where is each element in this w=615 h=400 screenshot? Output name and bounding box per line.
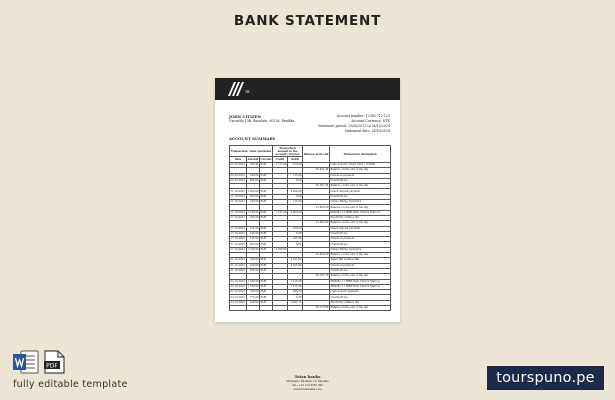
table-cell: 17.10.2022 xyxy=(230,232,245,235)
table-cell: EUR xyxy=(260,300,273,305)
table-cell: 1 160.00 xyxy=(273,247,288,252)
table-cell: 22,165.78 xyxy=(303,274,330,279)
table-cell: EUR xyxy=(260,194,273,199)
table-cell: Overdraft fee xyxy=(330,295,391,300)
statement-period: Statement period: 23/06/2023 to 24/10/2024 xyxy=(317,124,390,128)
table-cell: Balance on the end of the day xyxy=(330,168,391,173)
table-cell: EUR xyxy=(260,237,273,242)
table-cell: 1 215.00 xyxy=(288,284,303,289)
table-cell: 145.00 xyxy=(247,290,260,295)
table-cell: 140.00 xyxy=(247,200,260,205)
table-cell: Electricity utilities bill xyxy=(330,215,391,220)
table-cell: 240.00 xyxy=(247,173,260,178)
statement-document xyxy=(215,78,400,391)
table-cell: 275.00 xyxy=(288,163,303,168)
table-cell xyxy=(273,306,288,311)
table-cell: MMGB / 11 HHH Dlan Church Mall LA xyxy=(330,210,391,215)
table-cell: 215.00 xyxy=(247,237,260,242)
table-cell: Checkout payment xyxy=(330,263,391,268)
table-cell: EUR xyxy=(260,173,273,178)
table-cell: Cash deposit / Depit Card / 70/N90 xyxy=(330,163,391,168)
table-cell: 320.00 xyxy=(247,194,260,199)
table-cell: Balance on the end of the day xyxy=(330,253,391,258)
table-sub-header: Date xyxy=(230,157,247,163)
table-cell: 100.00 xyxy=(288,226,303,231)
table-cell: 22.10.2022 xyxy=(230,290,245,294)
table-cell: EUR xyxy=(260,290,273,295)
table-cell: 1 780.00 xyxy=(247,284,259,288)
pdf-icon-label: PDF xyxy=(46,362,58,370)
editable-template-caption: fully editable template xyxy=(13,379,128,390)
table-cell: 11.10.2022 xyxy=(230,194,245,198)
table-cell: 22.10.2022 xyxy=(230,279,245,283)
table-cell: Overdraft fee xyxy=(330,231,391,236)
table-cell: 17.10.2022 xyxy=(230,216,245,220)
table-cell: Check deposit payment xyxy=(330,189,391,194)
account-summary-title: ACCOUNT SUMMARY xyxy=(229,136,276,141)
table-cell: Overdraft fee xyxy=(330,268,391,273)
bank-logo-icon xyxy=(228,82,244,96)
table-cell: MMGB / 11 HHH Dlan Church Mall LA xyxy=(330,279,391,284)
table-cell: 190.00 xyxy=(247,300,260,305)
table-cell: 745.45 xyxy=(247,163,260,168)
table-cell: Balance on the end of the day xyxy=(330,184,391,189)
bank-logo-text: TB xyxy=(245,90,250,94)
table-cell: Cash deposit payment xyxy=(330,290,391,295)
table-cell: 1 340.00 xyxy=(247,279,259,283)
table-cell: EUR xyxy=(260,215,273,220)
table-cell: EUR xyxy=(260,210,273,215)
table-cell xyxy=(247,306,260,311)
table-cell: 6.00 xyxy=(288,242,303,247)
table-cell: 22.10.2022 xyxy=(230,284,245,288)
table-cell: 20,451.34 xyxy=(303,168,330,173)
table-cell: 4 000.00 xyxy=(288,189,303,194)
table-cell: 145.00 xyxy=(247,258,260,263)
table-cell: 4 165.00 xyxy=(288,258,303,263)
table-cell: 115.00 xyxy=(288,173,303,178)
table-group-header: Transaction amount in the account currency xyxy=(273,146,303,157)
footer-phone: Tel.: +15 123 4567 890 xyxy=(292,384,323,387)
table-cell: Balance on the end of the day xyxy=(330,306,391,311)
table-cell: EUR xyxy=(260,263,273,268)
table-cell: 6.00 xyxy=(288,295,303,300)
table-cell: EUR xyxy=(260,200,273,205)
page-title: BANK STATEMENT xyxy=(233,13,382,29)
table-cell xyxy=(260,306,273,311)
table-cell: EUR xyxy=(260,242,273,247)
table-cell: Checkout payment xyxy=(330,237,391,242)
transactions-table xyxy=(229,145,390,311)
table-sub-header: Debit xyxy=(288,157,303,163)
table-cell: 2 177.00 xyxy=(273,163,288,168)
table-cell: EUR xyxy=(260,284,273,289)
table-cell: Balance on the end of the day xyxy=(330,274,391,279)
table-group-header: Balance at th end xyxy=(303,146,330,163)
table-cell: EUR xyxy=(260,258,273,263)
table-cell: 5 000.00 xyxy=(288,210,303,215)
footer-web: www.totanbanks.com xyxy=(293,388,322,391)
table-cell: 11.10.2022 xyxy=(230,200,245,204)
table-cell: Online Billing Insurance xyxy=(330,200,391,205)
table-cell: EUR xyxy=(260,231,273,236)
table-cell: 17.10.2022 xyxy=(230,237,245,241)
table-cell: EUR xyxy=(260,178,273,183)
table-cell: Overdraft fee xyxy=(330,178,391,183)
table-cell: Checkout payment xyxy=(330,173,391,178)
table-cell: 17.10.2022 xyxy=(230,226,245,230)
footer-address: Ministerio Bucalato 13, Pandika xyxy=(286,380,329,383)
table-cell: 4 105.00 xyxy=(288,263,303,268)
table-cell: 175.00 xyxy=(247,295,260,300)
table-cell: 04.10.2022 xyxy=(230,173,245,177)
account-holder-address: Cyrustilo 13B, Bucalato, 60136, Pandika xyxy=(229,119,295,123)
table-cell: 1 850.00 xyxy=(247,189,259,193)
table-cell: Online Billing Insurance xyxy=(330,247,391,252)
statement-date: Statement date: 24/10/2024 xyxy=(344,129,390,133)
table-cell: Balance on the end of the day xyxy=(330,205,391,210)
table-sub-header: Amount xyxy=(247,157,259,161)
table-cell: 03.10.2022 xyxy=(230,163,245,167)
table-cell: 280.00 xyxy=(247,242,260,247)
transactions-table-body xyxy=(230,163,391,311)
table-cell: 2,095.15 xyxy=(288,300,303,305)
table-cell: 145.00 xyxy=(247,231,260,236)
account-info xyxy=(318,114,390,134)
table-cell: 385.00 xyxy=(288,290,303,295)
table-cell: EUR xyxy=(260,295,273,300)
table-cell: Overdraft fee xyxy=(330,242,391,247)
table-sub-header: Currency xyxy=(260,157,274,161)
table-cell: 5.00 xyxy=(288,194,303,199)
table-cell: 120.00 xyxy=(247,263,260,268)
table-cell: 22,068.68 xyxy=(303,253,330,258)
document-footer xyxy=(215,374,400,391)
table-cell: MMGB / 11 HHH Dlan Church Mall LA xyxy=(330,284,391,289)
table-row xyxy=(230,306,391,311)
footer-bank-name: Totan banks xyxy=(294,374,321,379)
table-cell: 185.00 xyxy=(288,237,303,242)
table-cell: Overdraft fee xyxy=(330,194,391,199)
table-cell: Check deposit payment xyxy=(330,226,391,231)
table-cell: Water Bill Utilities Bill xyxy=(330,258,391,263)
table-cell: 22,175.98 xyxy=(303,306,330,311)
table-cell: 21,860.60 xyxy=(303,205,330,210)
table-cell: 21.10.2022 xyxy=(230,258,245,262)
table-sub-header: Credit xyxy=(273,157,288,163)
table-cell: 21,983.68 xyxy=(303,221,330,226)
table-cell: 115.00 xyxy=(288,200,303,205)
account-number: Account number: 12985-712-123 xyxy=(336,114,390,118)
account-holder-name: JOHN CITIZEN xyxy=(229,114,262,119)
table-cell: 6.00 xyxy=(288,178,303,183)
table-cell: 100.00 xyxy=(247,215,260,220)
table-cell: 11.10.2022 xyxy=(230,210,245,214)
table-cell: 24.10.2022 xyxy=(230,295,245,299)
table-group-header: Transaction desctiption xyxy=(330,146,391,163)
table-cell: 21.10.2022 xyxy=(230,269,245,273)
table-group-header: Transaction, other operation xyxy=(230,146,273,157)
brand-badge[interactable]: tourspuno.pe xyxy=(487,366,604,390)
table-cell: 20,651.84 xyxy=(303,184,330,189)
pdf-file-icon xyxy=(44,350,65,374)
table-cell: Electricity utilities bill xyxy=(330,300,391,305)
account-currency: Account Currency: NTK xyxy=(351,119,390,123)
table-cell: 04.10.2022 xyxy=(230,179,245,183)
table-cell: 368.00 xyxy=(247,178,260,183)
table-cell: 1 215.00 xyxy=(288,279,303,284)
document-header xyxy=(215,78,400,100)
table-cell: 24.10.2022 xyxy=(230,300,245,304)
table-cell: EUR xyxy=(260,268,273,273)
table-cell xyxy=(288,306,303,311)
table-cell: 17.10.2022 xyxy=(230,242,245,246)
table-cell: 17.10.2022 xyxy=(230,247,245,251)
table-cell: EUR xyxy=(260,163,273,168)
table-cell: EUR xyxy=(260,279,273,284)
table-cell: 1 156.00 xyxy=(247,210,259,214)
table-cell: 115.00 xyxy=(247,226,260,231)
word-file-icon xyxy=(13,350,39,374)
table-cell: 6.00 xyxy=(288,231,303,236)
table-cell: 1 211.00 xyxy=(273,210,288,215)
table-cell xyxy=(230,306,247,311)
table-cell: EUR xyxy=(260,226,273,231)
table-cell: Balance on the end of the day xyxy=(330,221,391,226)
table-cell: EUR xyxy=(260,189,273,194)
table-cell: EUR xyxy=(260,247,273,252)
table-cell: 11.10.2022 xyxy=(230,189,245,193)
table-cell: 320.00 xyxy=(247,268,260,273)
table-cell: 1 160.00 xyxy=(247,247,259,251)
table-cell: 21.10.2022 xyxy=(230,263,245,267)
